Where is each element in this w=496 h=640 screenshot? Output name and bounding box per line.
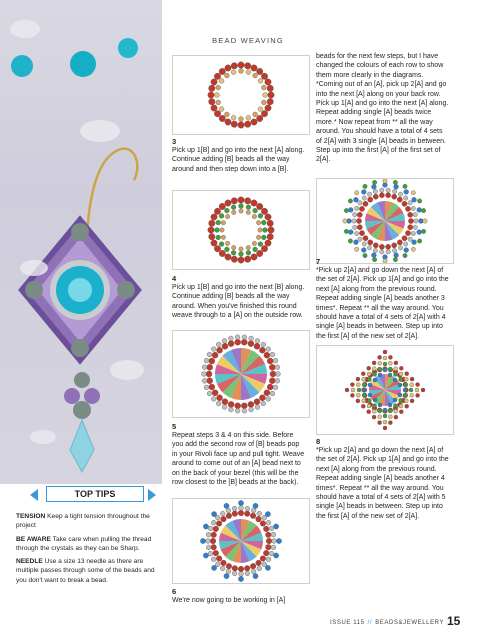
diagram-step-3 — [172, 55, 310, 135]
step-4-number: 4 — [172, 274, 177, 283]
section-header: BEAD WEAVING — [212, 36, 284, 45]
top-tips-title: TOP TIPS — [46, 486, 144, 502]
footer-separator: // — [367, 620, 373, 626]
tip-tension: TENSION Keep a tight tension throughout the project — [16, 513, 150, 530]
magazine-name: BEADS&JEWELLERY — [375, 620, 445, 626]
earring-illustration — [0, 0, 162, 484]
step-4-text: Pick up 1[B] and go into the next [B] along. Continue adding [B] beads all the way around. When you've finished this round weave through to a [A] on the outside row. — [172, 284, 305, 320]
tip-be-aware: BE AWARE Take care when pulling the thread through the crystals as they can be Sharp. — [16, 535, 152, 552]
diagram-step-4 — [172, 190, 310, 270]
page-footer — [330, 620, 444, 626]
step-3-number: 3 — [172, 137, 177, 146]
diagram-step-7 — [316, 178, 454, 264]
step-7-number: 7 — [316, 257, 321, 266]
diagram-step-8 — [316, 345, 454, 435]
arrow-right-icon — [148, 489, 156, 501]
page-number: 15 — [447, 614, 461, 628]
diagram-step-6 — [172, 498, 310, 584]
step-6-continued-text: beads for the next few steps, but I have changed the colours of each row to show them more clearly in the diagrams. *Coming out of an [A], pick up 2[A] and go into the next [A] along on your back row. Pick up 1[A] and go into the next [A] along. Repeat adding single [A] beads twice more.* Now repeat from ** all the way around. You should have a total of 4 sets of 2[A] with 3 single [A] beads in between. Step up into the first [A] of the first set of 2[A]. — [316, 53, 449, 164]
diagram-step-5 — [172, 330, 310, 418]
step-6-text: We're now going to be working in [A] — [172, 597, 286, 604]
top-tips-box — [16, 486, 162, 589]
step-5-number: 5 — [172, 422, 177, 431]
step-8-number: 8 — [316, 437, 321, 446]
step-7-text: *Pick up 2[A] and go down the next [A] of the set of 2[A]. Pick up 1[A] and go into the next [A] along from the previous round. Repeat adding single [A] beads another 3 times*. Repeat ** all the way around. You should have a total of 4 sets of 2[A] with 4 single [A] beads in between. Step up into the first [A] of the new set of 2[A]. — [316, 267, 449, 340]
step-3-text: Pick up 1[B] and go into the next [A] along. Continue adding [B] beads all the way around and then step down into a [B]. — [172, 147, 305, 173]
issue-label: ISSUE 115 — [330, 620, 365, 626]
earring-photo — [0, 0, 162, 484]
step-6-number: 6 — [172, 587, 177, 596]
step-8-text: *Pick up 2[A] and go down the next [A] of the set of 2[A]. Pick up 1[A] and go into the next [A] along from the previous round. Repeat adding single [A] beads another 4 times*. Repeat ** all the way around. You should have a total of 4 sets of 2[A] with 5 single [A] beads in between. Step up into the first [A] of the new set of 2[A]. — [316, 447, 449, 520]
tip-needle: NEEDLE Use a size 13 needle as there are multiple passes through some of the beads and you don't want to break a bead. — [16, 558, 155, 584]
arrow-left-icon — [30, 489, 38, 501]
step-5-text: Repeat steps 3 & 4 on this side. Before you add the second row of [B] beads pop in your Rivoli face up and pull tight. Weave around to come out of an [A] bead next to on the back of your bezel (this will be the row closest to the [B] beads at the back). — [172, 432, 305, 487]
